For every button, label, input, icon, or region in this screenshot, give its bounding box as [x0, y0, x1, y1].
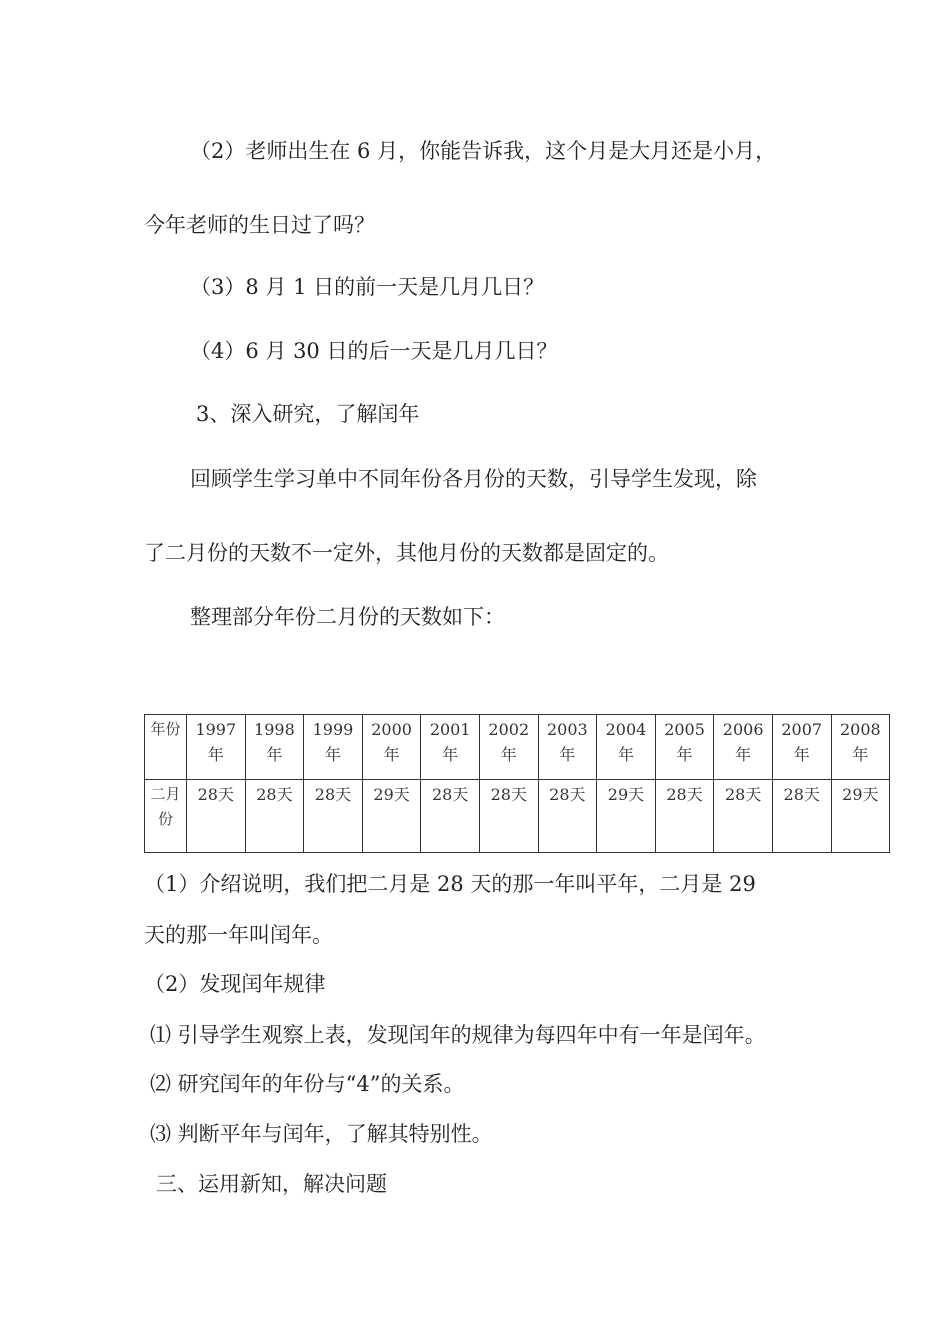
- paragraph-q3: （3）8 月 1 日的前一天是几月几日？: [190, 275, 545, 299]
- section-heading-leap-year: 3、深入研究，了解闰年: [196, 402, 420, 426]
- table-cell-days: 29天: [362, 780, 421, 853]
- paragraph-q2-line1: （2）老师出生在 6 月，你能告诉我，这个月是大月还是小月，: [190, 139, 777, 163]
- table-row: [145, 715, 890, 780]
- paragraph-q2-line2: 今年老师的生日过了吗？: [144, 213, 375, 237]
- table-cell-year: 2008年: [831, 715, 890, 780]
- table-cell-days: 29天: [597, 780, 656, 853]
- table-cell-year: 2007年: [772, 715, 831, 780]
- paragraph-review-line1: 回顾学生学习单中不同年份各月份的天数，引导学生发现，除: [190, 467, 757, 491]
- row-header-february: 二月份: [145, 780, 187, 853]
- table-cell-year: 1998年: [245, 715, 304, 780]
- table-cell-days: 28天: [421, 780, 480, 853]
- table-cell-days: 28天: [714, 780, 773, 853]
- paragraph-review-line2: 了二月份的天数不一定外，其他月份的天数都是固定的。: [144, 541, 669, 565]
- paragraph-table-intro: 整理部分年份二月份的天数如下：: [190, 605, 505, 629]
- table-cell-days: 28天: [772, 780, 831, 853]
- table-cell-year: 2005年: [655, 715, 714, 780]
- list-item-observe: ⑴ 引导学生观察上表，发现闰年的规律为每四年中有一年是闰年。: [150, 1023, 766, 1047]
- table-cell-days: 28天: [187, 780, 246, 853]
- february-days-table: [144, 714, 890, 853]
- table-cell-year: 2004年: [597, 715, 656, 780]
- paragraph-explanation-line2: 天的那一年叫闰年。: [144, 923, 333, 947]
- subheading-discover-rule: （2）发现闰年规律: [144, 972, 326, 996]
- list-item-judge: ⑶ 判断平年与闰年，了解其特别性。: [150, 1122, 493, 1146]
- table-cell-year: 2003年: [538, 715, 597, 780]
- table-cell-days: 28天: [655, 780, 714, 853]
- table-cell-days: 28天: [479, 780, 538, 853]
- table-cell-year: 2006年: [714, 715, 773, 780]
- table-cell-days: 28天: [538, 780, 597, 853]
- section-heading-apply: 三、运用新知，解决问题: [156, 1172, 387, 1196]
- paragraph-explanation-line1: （1）介绍说明，我们把二月是 28 天的那一年叫平年，二月是 29: [144, 872, 756, 896]
- row-header-year: 年份: [145, 715, 187, 780]
- list-item-relation: ⑵ 研究闰年的年份与“4”的关系。: [150, 1072, 465, 1096]
- table-cell-year: 1999年: [304, 715, 363, 780]
- table-cell-year: 1997年: [187, 715, 246, 780]
- table-cell-year: 2001年: [421, 715, 480, 780]
- table-cell-year: 2000年: [362, 715, 421, 780]
- table-row: [145, 780, 890, 853]
- table-cell-days: 28天: [245, 780, 304, 853]
- table-cell-days: 28天: [304, 780, 363, 853]
- table-cell-days: 29天: [831, 780, 890, 853]
- table-cell-year: 2002年: [479, 715, 538, 780]
- paragraph-q4: （4）6 月 30 日的后一天是几月几日？: [190, 339, 558, 363]
